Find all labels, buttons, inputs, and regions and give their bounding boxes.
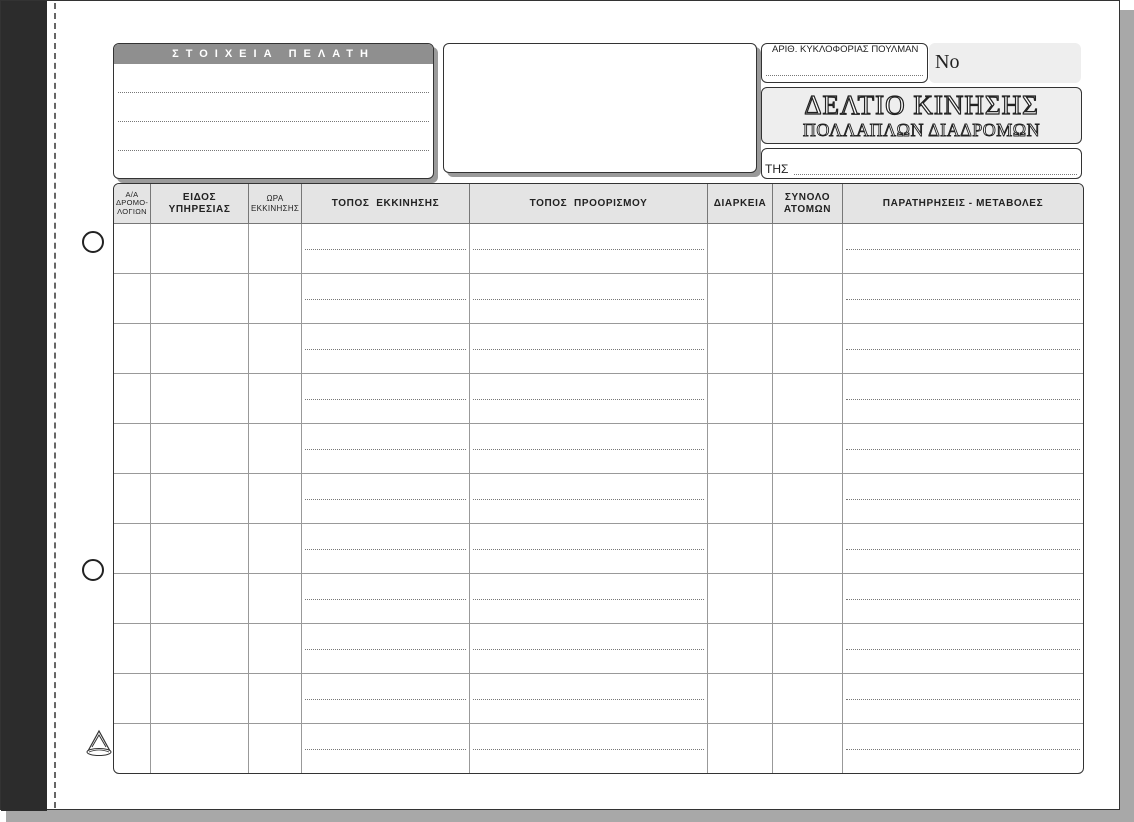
cell-remarks[interactable] <box>843 224 1083 274</box>
cell-destination[interactable] <box>470 274 708 324</box>
cell-remarks[interactable] <box>843 724 1083 773</box>
cell-start-place[interactable] <box>302 574 470 624</box>
cell-route-number[interactable] <box>114 374 151 424</box>
cell-total-persons[interactable] <box>773 274 843 324</box>
header-service-type: ΕΙΔΟΣ ΥΠΗΡΕΣΙΑΣ <box>151 184 249 224</box>
binding-strip <box>1 1 47 811</box>
plate-number-label: ΑΡΙΘ. ΚΥΚΛΟΦΟΡΙΑΣ ΠΟΥΛΜΑΝ <box>772 44 919 55</box>
cell-start-place[interactable] <box>302 524 470 574</box>
header-start-place: ΤΟΠΟΣ ΕΚΚΙΝΗΣΗΣ <box>302 184 470 224</box>
cell-start-time[interactable] <box>249 524 302 574</box>
header-start-time: ΩΡΑ ΕΚΚΙΝΗΣΗΣ <box>249 184 302 224</box>
cell-start-time[interactable] <box>249 474 302 524</box>
cell-route-number[interactable] <box>114 324 151 374</box>
cell-destination[interactable] <box>470 324 708 374</box>
cell-service-type[interactable] <box>151 324 249 374</box>
routes-table-body <box>114 224 1083 773</box>
plate-number-field[interactable] <box>766 75 923 76</box>
cell-start-place[interactable] <box>302 674 470 724</box>
cell-start-time[interactable] <box>249 424 302 474</box>
table-row <box>114 624 1083 674</box>
table-row <box>114 524 1083 574</box>
plate-number-box <box>761 43 928 83</box>
header-duration: ΔΙΑΡΚΕΙΑ <box>708 184 773 224</box>
publisher-logo-icon <box>85 727 113 757</box>
cell-duration[interactable] <box>708 474 773 524</box>
cell-remarks[interactable] <box>843 624 1083 674</box>
cell-start-place[interactable] <box>302 474 470 524</box>
cell-start-time[interactable] <box>249 324 302 374</box>
cell-route-number[interactable] <box>114 724 151 773</box>
company-name-label: ΤΗΣ <box>765 162 789 176</box>
table-row <box>114 224 1083 274</box>
cell-service-type[interactable] <box>151 674 249 724</box>
company-stamp-box[interactable] <box>443 43 757 173</box>
cell-service-type[interactable] <box>151 574 249 624</box>
customer-details-heading: ΣΤΟΙΧΕΙΑ ΠΕΛΑΤΗ <box>114 44 433 64</box>
cell-destination[interactable] <box>470 374 708 424</box>
cell-remarks[interactable] <box>843 574 1083 624</box>
cell-service-type[interactable] <box>151 524 249 574</box>
cell-route-number[interactable] <box>114 424 151 474</box>
table-row <box>114 374 1083 424</box>
cell-route-number[interactable] <box>114 524 151 574</box>
cell-route-number[interactable] <box>114 674 151 724</box>
routes-table <box>113 183 1084 774</box>
customer-details-box <box>113 43 434 179</box>
serial-number-label: No <box>935 51 960 73</box>
cell-remarks[interactable] <box>843 424 1083 474</box>
cell-start-place[interactable] <box>302 424 470 474</box>
cell-route-number[interactable] <box>114 624 151 674</box>
cell-route-number[interactable] <box>114 274 151 324</box>
document-subtitle: ΠΟΛΛΑΠΛΩΝ ΔΙΑΔΡΟΜΩΝ <box>802 120 1041 140</box>
cell-destination[interactable] <box>470 674 708 724</box>
cell-destination[interactable] <box>470 624 708 674</box>
cell-remarks[interactable] <box>843 324 1083 374</box>
cell-total-persons[interactable] <box>773 374 843 424</box>
punch-hole-bottom <box>82 559 104 581</box>
cell-duration[interactable] <box>708 524 773 574</box>
table-row <box>114 574 1083 624</box>
page-shadow-bottom <box>6 810 1134 822</box>
cell-destination[interactable] <box>470 424 708 474</box>
cell-start-time[interactable] <box>249 574 302 624</box>
cell-total-persons[interactable] <box>773 574 843 624</box>
page-shadow-right <box>1120 10 1134 822</box>
cell-total-persons[interactable] <box>773 724 843 773</box>
cell-route-number[interactable] <box>114 574 151 624</box>
cell-duration[interactable] <box>708 674 773 724</box>
cell-start-time[interactable] <box>249 624 302 674</box>
table-row <box>114 724 1083 773</box>
cell-total-persons[interactable] <box>773 224 843 274</box>
cell-remarks[interactable] <box>843 374 1083 424</box>
cell-total-persons[interactable] <box>773 324 843 374</box>
cell-total-persons[interactable] <box>773 674 843 724</box>
cell-duration[interactable] <box>708 324 773 374</box>
header-total-persons: ΣΥΝΟΛΟ ΑΤΟΜΩΝ <box>773 184 843 224</box>
cell-total-persons[interactable] <box>773 524 843 574</box>
cell-destination[interactable] <box>470 224 708 274</box>
cell-start-place[interactable] <box>302 324 470 374</box>
cell-route-number[interactable] <box>114 224 151 274</box>
cell-total-persons[interactable] <box>773 424 843 474</box>
cell-duration[interactable] <box>708 624 773 674</box>
cell-destination[interactable] <box>470 574 708 624</box>
customer-line-2[interactable] <box>118 121 429 122</box>
table-row <box>114 324 1083 374</box>
company-name-box <box>761 148 1082 179</box>
cell-service-type[interactable] <box>151 724 249 773</box>
cell-service-type[interactable] <box>151 224 249 274</box>
cell-duration[interactable] <box>708 724 773 773</box>
cell-service-type[interactable] <box>151 374 249 424</box>
cell-route-number[interactable] <box>114 474 151 524</box>
header-destination: ΤΟΠΟΣ ΠΡΟΟΡΙΣΜΟΥ <box>470 184 708 224</box>
cell-start-place[interactable] <box>302 274 470 324</box>
serial-number-box <box>929 43 1081 83</box>
table-row <box>114 674 1083 724</box>
customer-line-3[interactable] <box>118 150 429 151</box>
cell-start-place[interactable] <box>302 624 470 674</box>
cell-duration[interactable] <box>708 224 773 274</box>
cell-remarks[interactable] <box>843 674 1083 724</box>
table-row <box>114 274 1083 324</box>
document-title: ΔΕΛΤΙΟ ΚΙΝΗΣΗΣ <box>804 90 1039 120</box>
header-route-number: Α/Α ΔΡΟΜΟ- ΛΟΓΙΩΝ <box>114 184 151 224</box>
table-row <box>114 424 1083 474</box>
cell-service-type[interactable] <box>151 274 249 324</box>
cell-service-type[interactable] <box>151 424 249 474</box>
cell-start-time[interactable] <box>249 374 302 424</box>
cell-start-time[interactable] <box>249 724 302 773</box>
cell-start-time[interactable] <box>249 674 302 724</box>
cell-remarks[interactable] <box>843 274 1083 324</box>
cell-service-type[interactable] <box>151 474 249 524</box>
cell-service-type[interactable] <box>151 624 249 674</box>
customer-line-1[interactable] <box>118 92 429 93</box>
cell-destination[interactable] <box>470 724 708 773</box>
cell-start-time[interactable] <box>249 274 302 324</box>
table-row <box>114 474 1083 524</box>
company-name-field[interactable] <box>794 174 1077 175</box>
cell-destination[interactable] <box>470 524 708 574</box>
cell-duration[interactable] <box>708 424 773 474</box>
cell-total-persons[interactable] <box>773 474 843 524</box>
cell-start-time[interactable] <box>249 224 302 274</box>
cell-start-place[interactable] <box>302 374 470 424</box>
cell-remarks[interactable] <box>843 524 1083 574</box>
cell-total-persons[interactable] <box>773 624 843 674</box>
cell-duration[interactable] <box>708 374 773 424</box>
cell-start-place[interactable] <box>302 224 470 274</box>
document-title-box <box>761 87 1082 144</box>
cell-duration[interactable] <box>708 274 773 324</box>
punch-hole-top <box>82 231 104 253</box>
cell-remarks[interactable] <box>843 474 1083 524</box>
perforation-line <box>54 3 56 808</box>
cell-start-place[interactable] <box>302 724 470 773</box>
cell-destination[interactable] <box>470 474 708 524</box>
cell-duration[interactable] <box>708 574 773 624</box>
header-remarks: ΠΑΡΑΤΗΡΗΣΕΙΣ - ΜΕΤΑΒΟΛΕΣ <box>843 184 1083 224</box>
